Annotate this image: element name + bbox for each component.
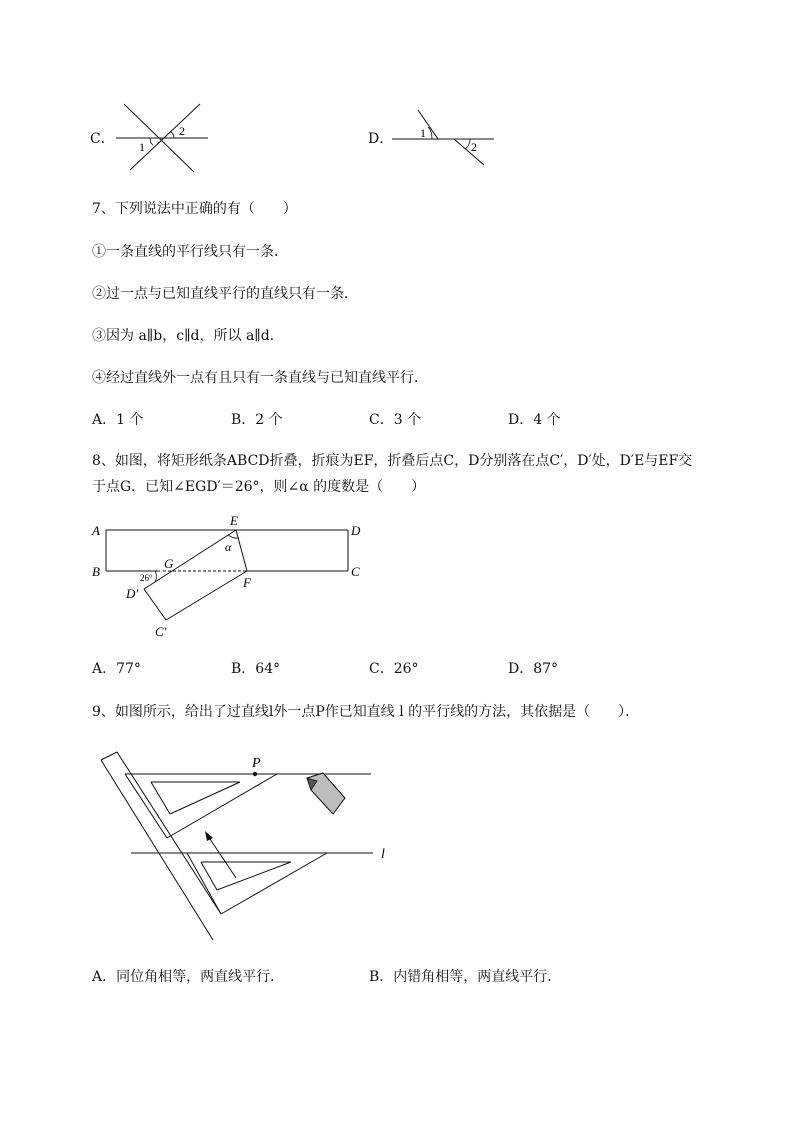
q8-option-c: C．26° (369, 661, 419, 677)
label-p: P (252, 756, 261, 771)
label-angle-26: 26° (140, 573, 153, 583)
label-e: E (230, 513, 238, 528)
angle-1-label: 1 (139, 140, 145, 154)
q7-stem: 7、下列说法中正确的有（ ） (92, 201, 297, 217)
q9-option-a: A．同位角相等，两直线平行． (92, 969, 285, 985)
q9-stem: 9、如图所示，给出了过直线l外一点P作已知直线 l 的平行线的方法，其依据是（ ）． (92, 704, 640, 720)
label-c: C (351, 564, 360, 579)
figure-q6-d (388, 106, 498, 170)
angle-1-label: 1 (420, 126, 426, 140)
angle-2-label: 2 (179, 124, 185, 138)
q7-statement-1: ①一条直线的平行线只有一条． (92, 244, 288, 260)
q8-stem-line-1: 8、如图，将矩形纸条ABCD折叠，折痕为EF，折叠后点C，D分别落在点C′，D′处，D′E与EF交 (92, 453, 693, 469)
figure-q8-folded-strip (88, 510, 378, 645)
q7-statement-4: ④经过直线外一点有且只有一条直线与已知直线平行． (92, 370, 428, 386)
label-d-prime: D′ (126, 586, 139, 601)
q8-option-b: B．64° (231, 661, 281, 677)
q7-option-a: A．1 个 (92, 412, 144, 428)
label-a: A (92, 523, 100, 538)
point-p (253, 772, 257, 776)
angle-2-label: 2 (471, 140, 477, 154)
q9-option-b: B．内错角相等，两直线平行． (369, 969, 562, 985)
q8-option-a: A．77° (92, 661, 141, 677)
label-f: F (243, 575, 251, 590)
figure-q9-parallel-construction (95, 748, 400, 943)
q7-option-d: D．4 个 (508, 412, 561, 428)
label-d: D (351, 523, 361, 538)
q7-statement-2: ②过一点与已知直线平行的直线只有一条． (92, 286, 358, 302)
label-c-prime: C′ (155, 624, 167, 639)
q7-option-c: C．3 个 (369, 412, 422, 428)
label-l: l (381, 847, 385, 862)
q7-option-b: B．2 个 (231, 412, 283, 428)
figure-q6-c (108, 100, 218, 175)
q7-statement-3: ③因为 a∥b，c∥d，所以 a∥d． (92, 328, 284, 344)
q8-option-d: D．87° (508, 661, 559, 677)
label-b: B (92, 564, 100, 579)
q8-stem-line-2: 于点G．已知∠EGD′＝26°，则∠α 的度数是（ ） (92, 479, 426, 495)
option-d-label: D． (368, 131, 394, 147)
pencil-icon (307, 773, 345, 814)
option-c-label: C． (90, 131, 115, 147)
label-alpha: α (225, 540, 232, 554)
label-g: G (164, 556, 174, 571)
